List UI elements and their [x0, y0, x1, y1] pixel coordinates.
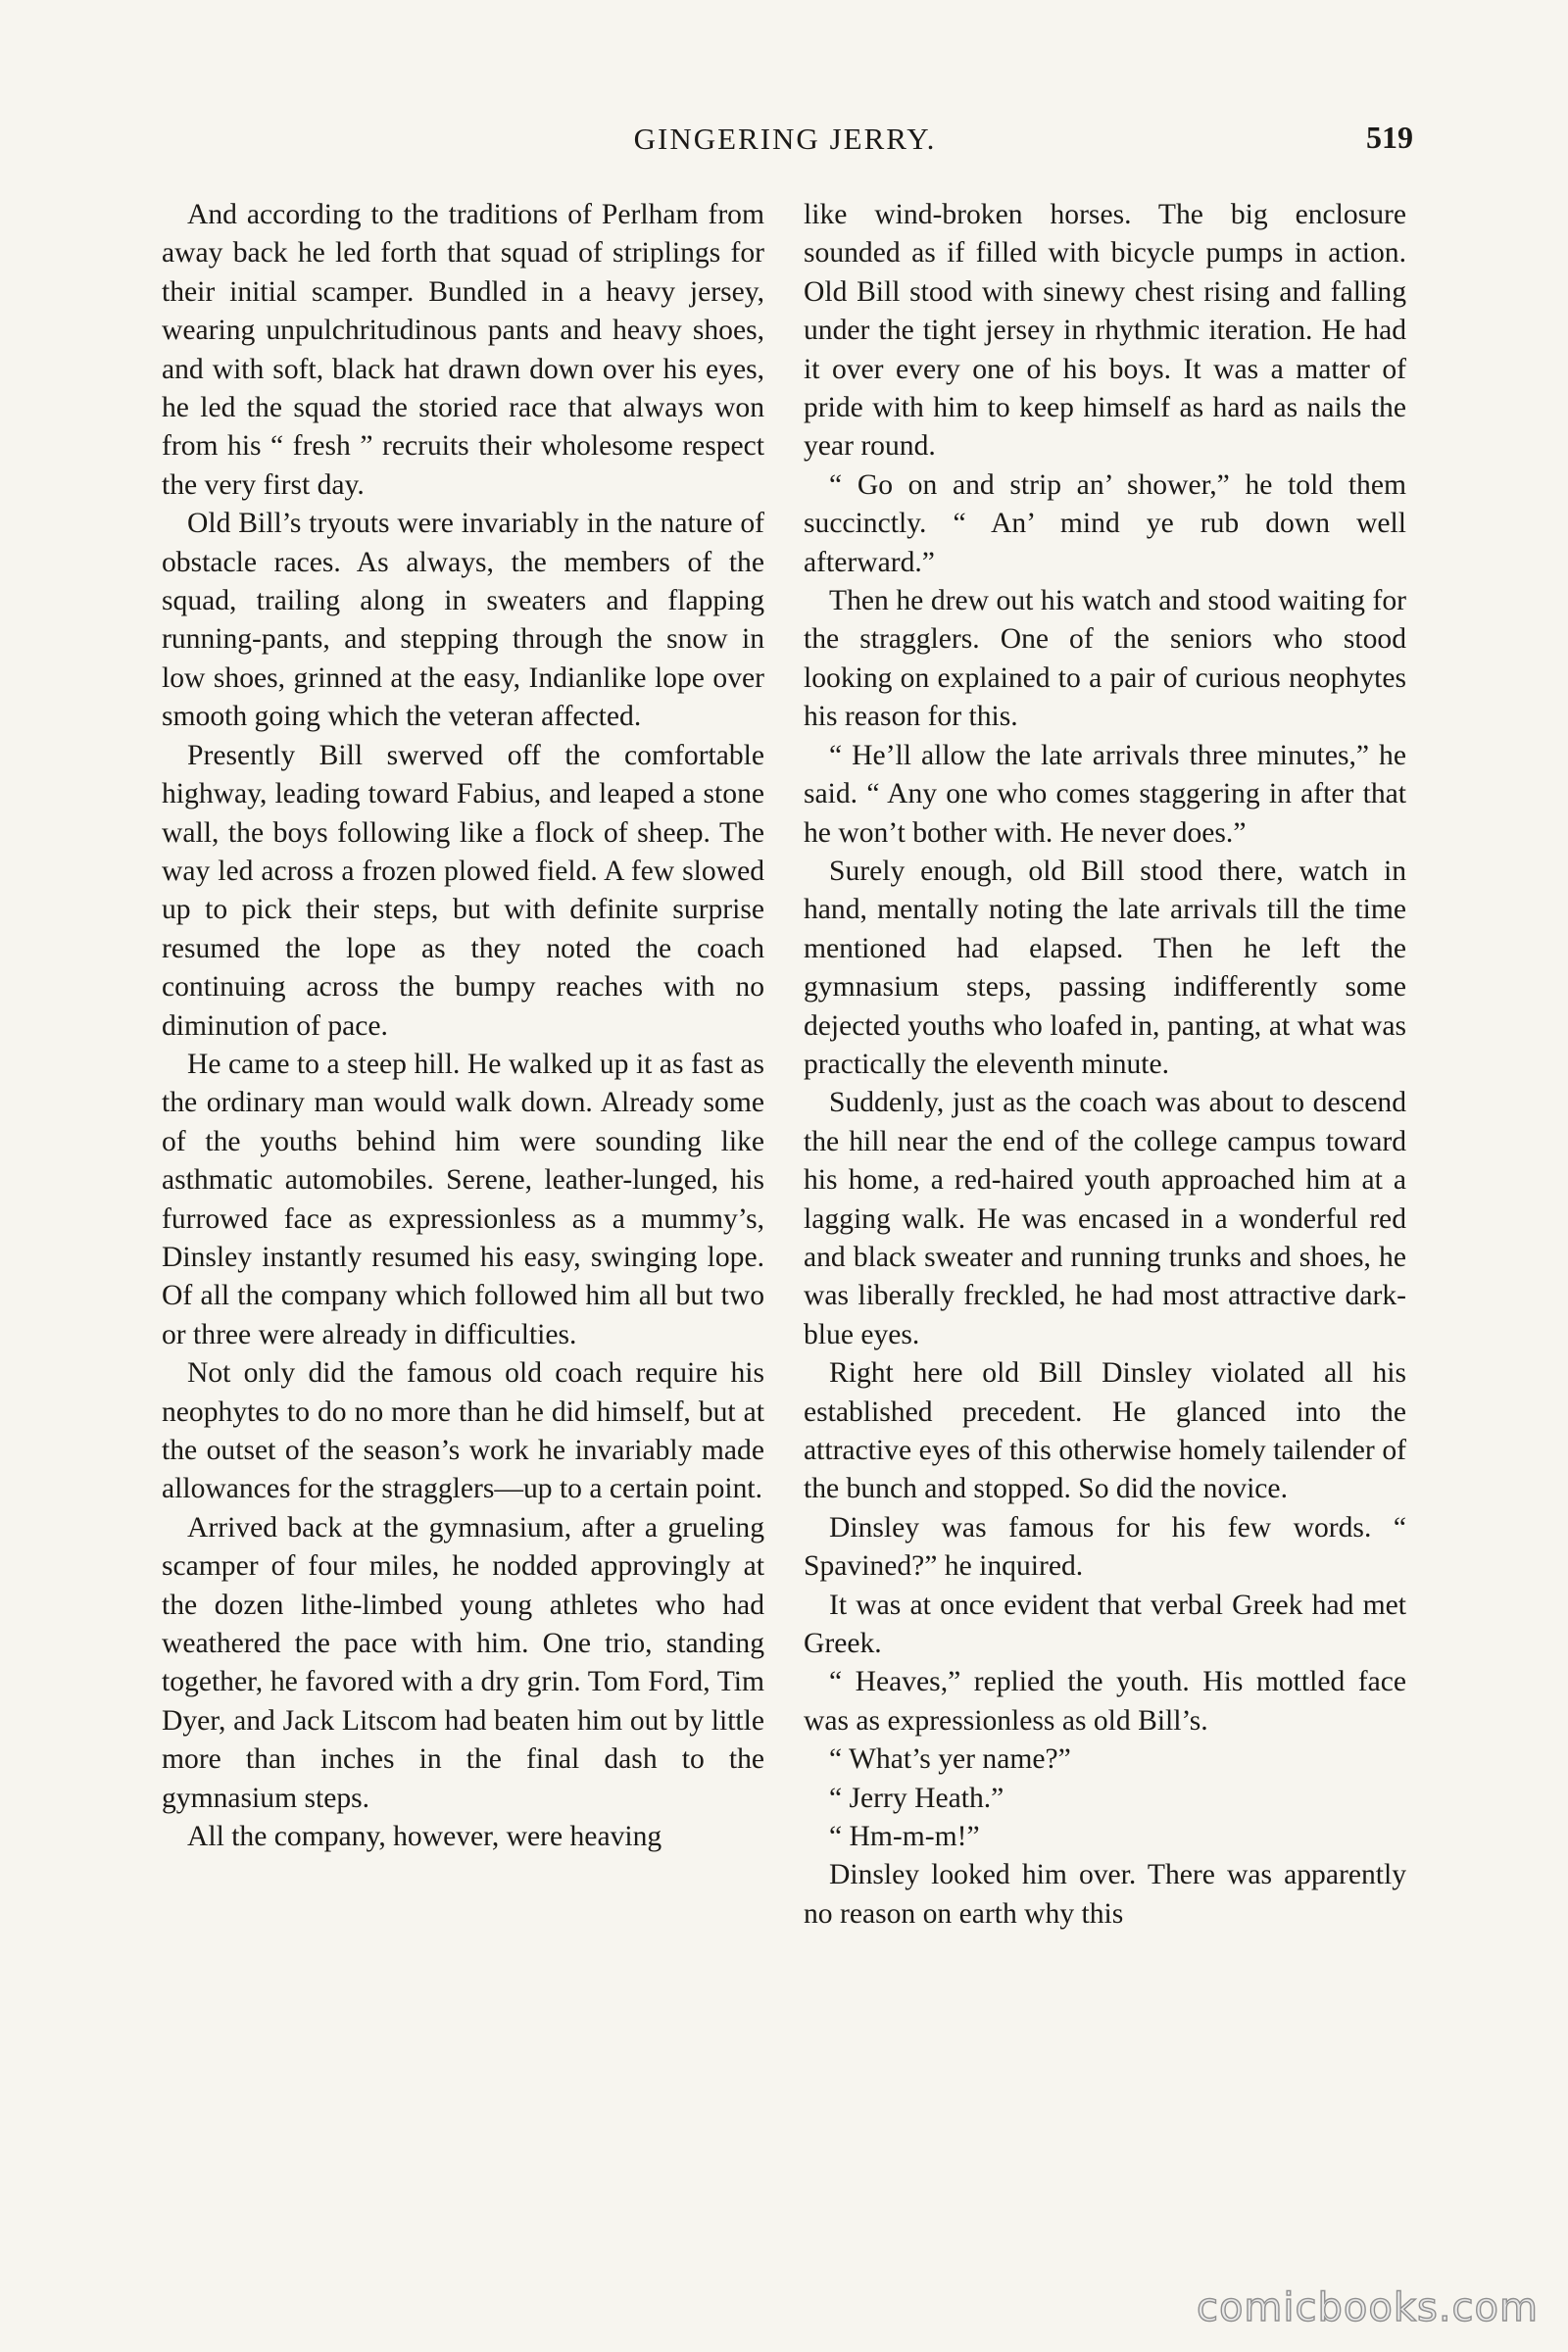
- paragraph: Surely enough, old Bill stood there, watch in hand, mentally noting the late arrivals till the time mentioned had elapsed. Then he left the gymnasium steps, passing indifferently some dejected youths who loafed in, panting, at what was practically the eleventh minute.: [804, 855, 1406, 1080]
- running-title: GINGERING JERRY.: [633, 122, 937, 156]
- text-column-left: [162, 196, 764, 1856]
- paragraph: Arrived back at the gymnasium, after a grueling scamper of four miles, he nodded approvingly at the dozen lithe-limbed young athletes who had weathered the pace with him. One trio, standing together, he favored with a dry grin. Tom Ford, Tim Dyer, and Jack Litscom had beaten him out by little more than inches in the final dash to the gymnasium steps.: [162, 1511, 764, 1814]
- paragraph: “ Hm-m-m!”: [829, 1821, 980, 1853]
- paragraph: All the company, however, were heaving: [187, 1821, 662, 1853]
- paragraph: “ Go on and strip an’ shower,” he told them succinctly. “ An’ mind ye rub down well afterward.”: [804, 468, 1406, 578]
- text-column-right: [804, 196, 1406, 1934]
- page-header: [157, 118, 1413, 176]
- paragraph: “ What’s yer name?”: [829, 1743, 1071, 1776]
- paragraph: “ Heaves,” replied the youth. His mottled face was as expressionless as old Bill’s.: [804, 1666, 1406, 1737]
- paragraph: Suddenly, just as the coach was about to descend the hill near the end of the college campus toward his home, a red-haired youth approached him at a lagging walk. He was encased in a wonderful red and black sweater and running trunks and shoes, he was liberally freckled, he had most attractive dark-blue eyes.: [804, 1087, 1406, 1350]
- paragraph: It was at once evident that verbal Greek had met Greek.: [804, 1589, 1406, 1660]
- paragraph: Presently Bill swerved off the comfortable highway, leading toward Fabius, and leaped a stone wall, the boys following like a flock of sheep. The way led across a frozen plowed field. A few slowed up to pick their steps, but with definite surprise resumed the lope as they noted the coach continuing across the bumpy reaches with no diminution of pace.: [162, 739, 764, 1042]
- paragraph: Right here old Bill Dinsley violated all his established precedent. He glanced into the attractive eyes of this otherwise homely tailender of the bunch and stopped. So did the novice.: [804, 1357, 1406, 1505]
- paragraph: Dinsley was famous for his few words. “ Spavined?” he inquired.: [804, 1511, 1406, 1583]
- watermark-logo: comicbooks.com: [1196, 2285, 1539, 2330]
- paragraph: Old Bill’s tryouts were invariably in the nature of obstacle races. As always, the members of the squad, trailing along in sweaters and flapping running-pants, and stepping through the snow in low shoes, grinned at the easy, Indianlike lope over smooth going which the veteran affected.: [162, 508, 764, 733]
- paragraph: And according to the traditions of Perlham from away back he led forth that squad of striplings for their initial scamper. Bundled in a heavy jersey, wearing unpulchritudinous pants and heavy shoes, and with soft, black hat drawn down over his eyes, he led the squad the storied race that always won from his “ fresh ” recruits their wholesome respect the very first day.: [162, 199, 764, 501]
- paragraph: Then he drew out his watch and stood waiting for the stragglers. One of the seniors who stood looking on explained to a pair of curious neophytes his reason for this.: [804, 585, 1406, 733]
- paragraph: “ He’ll allow the late arrivals three minutes,” he said. “ Any one who comes staggering in after that he won’t bother with. He never does.”: [804, 739, 1406, 849]
- paragraph: He came to a steep hill. He walked up it as fast as the ordinary man would walk down. Already some of the youths behind him were sounding like asthmatic automobiles. Serene, leather-lunged, his furrowed face as expressionless as a mummy’s, Dinsley instantly resumed his easy, swinging lope. Of all the company which followed him all but two or three were already in difficulties.: [162, 1048, 764, 1350]
- paragraph: Dinsley looked him over. There was apparently no reason on earth why this: [804, 1859, 1406, 1930]
- page-number: 519: [1366, 120, 1413, 155]
- paragraph: Not only did the famous old coach require his neophytes to do no more than he did himself, but at the outset of the season’s work he invariably made allowances for the stragglers—up to a certain point.: [162, 1357, 764, 1505]
- paragraph: like wind-broken horses. The big enclosure sounded as if filled with bicycle pumps in action. Old Bill stood with sinewy chest rising and falling under the tight jersey in rhythmic iteration. He had it over every one of his boys. It was a matter of pride with him to keep himself as hard as nails the year round.: [804, 199, 1406, 463]
- paragraph: “ Jerry Heath.”: [829, 1782, 1004, 1814]
